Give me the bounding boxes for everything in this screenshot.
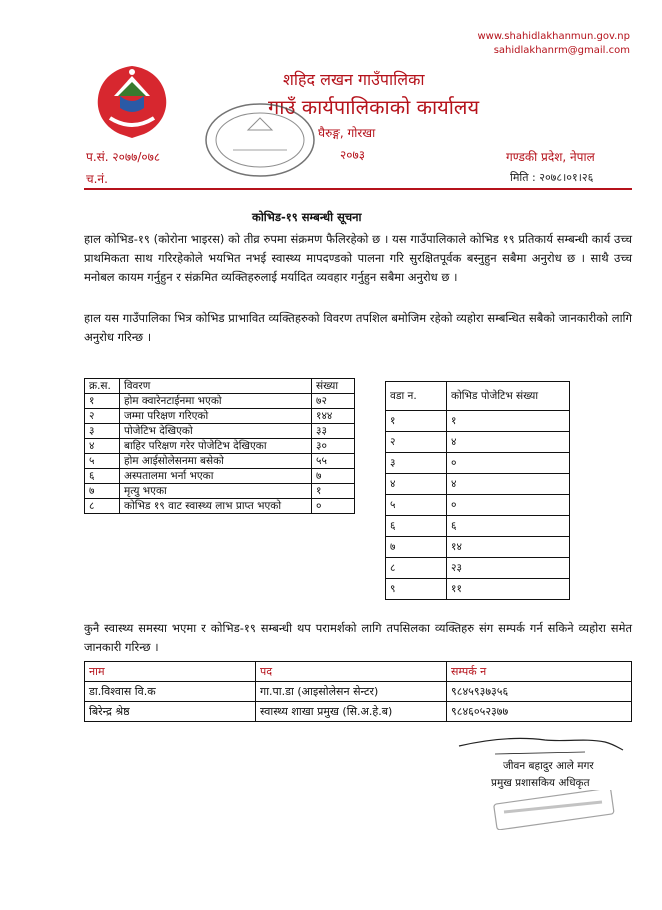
table-cell: ९८४५९३७३५६: [447, 682, 632, 702]
table-cell: १: [85, 394, 120, 409]
table-cell: ६: [386, 516, 447, 537]
table-row: [386, 474, 570, 495]
table-cell: ७: [85, 484, 120, 499]
column-header: क्र.स.: [85, 379, 120, 394]
table-cell: बिरेन्द्र श्रेष्ठ: [85, 702, 256, 722]
table-row: [386, 432, 570, 453]
table-row: [85, 409, 355, 424]
office-stamp-icon: [203, 100, 318, 180]
header-divider: [84, 188, 632, 190]
province-label: गण्डकी प्रदेश, नेपाल: [506, 150, 595, 164]
table-row: [386, 495, 570, 516]
email-link[interactable]: sahidlakhanrm@gmail.com: [493, 45, 630, 56]
table-cell: ४: [386, 474, 447, 495]
table-row: [85, 702, 632, 722]
contact-note: कुनै स्वास्थ्य समस्या भएमा र कोभिड-१९ सम्बन्धी थप परामर्शको लागि तपसिलका व्यक्तिहरु संग सम्पर्क गर्न सकिने व्यहोरा समेत जानकारी गरिन्छ ।: [84, 621, 632, 654]
established-year: २०७३: [340, 148, 365, 162]
table-cell: ११: [447, 579, 570, 600]
table-cell: ९८४६०५२३७७: [447, 702, 632, 722]
column-header: सम्पर्क न: [447, 662, 632, 682]
table-row: [386, 516, 570, 537]
column-header: विवरण: [120, 379, 312, 394]
table-row: [85, 469, 355, 484]
letter-date: मिति : २०७८।०१।२६: [510, 171, 594, 184]
website-link[interactable]: www.shahidlakhanmun.gov.np: [477, 31, 630, 42]
ward-positive-table: [385, 381, 570, 600]
table-cell: ०: [312, 499, 355, 514]
table-cell: मृत्यु भएका: [120, 484, 312, 499]
table-cell: ३: [386, 453, 447, 474]
table-cell: स्वास्थ्य शाखा प्रमुख (सि.अ.हे.ब): [256, 702, 447, 722]
table-cell: पोजेटिभ देखिएको: [120, 424, 312, 439]
signatory-name: जीवन बहादुर आले मगर: [503, 760, 594, 772]
table-cell: १४: [447, 537, 570, 558]
table-cell: अस्पतालमा भर्ना भएका: [120, 469, 312, 484]
table-cell: जम्मा परिक्षण गरिएको: [120, 409, 312, 424]
table-row: [85, 499, 355, 514]
table-row: [386, 579, 570, 600]
table-row: [85, 454, 355, 469]
table-cell: ९: [386, 579, 447, 600]
table-cell: १: [312, 484, 355, 499]
notice-paragraph-2: हाल यस गाउँपालिका भित्र कोभिड प्राभावित व्यक्तिहरुको विवरण तपशिल बमोजिम रहेको व्यहोरा सम्बन्धित सबैको जानकारीको लागि अनुरोध गरिन्छ ।: [84, 311, 632, 344]
column-header: संख्या: [312, 379, 355, 394]
table-cell: ०: [447, 495, 570, 516]
table-cell: होम क्वारेनटाईनमा भएको: [120, 394, 312, 409]
table-cell: ७: [386, 537, 447, 558]
dispatch-number: च.नं.: [86, 172, 108, 186]
table-row: [386, 558, 570, 579]
table-row: [85, 682, 632, 702]
notice-subject: कोभिड-१९ सम्बन्धी सूचना: [252, 210, 362, 224]
table-cell: ८: [85, 499, 120, 514]
table-row: [85, 484, 355, 499]
table-cell: ५५: [312, 454, 355, 469]
reference-number: प.सं. २०७७/०७८: [86, 150, 161, 164]
covid-summary-table: [84, 378, 355, 514]
designation-stamp-icon: [492, 790, 617, 830]
table-cell: ०: [447, 453, 570, 474]
table-row: [85, 394, 355, 409]
table-header-row: [386, 382, 570, 411]
table-row: [386, 537, 570, 558]
table-row: [85, 424, 355, 439]
table-cell: ४: [447, 474, 570, 495]
table-cell: ५: [386, 495, 447, 516]
table-cell: ६: [447, 516, 570, 537]
municipality-name: शहिद लखन गाउँपालिका: [283, 70, 425, 89]
contact-table: [84, 661, 632, 722]
table-cell: २: [386, 432, 447, 453]
office-place: घैरुङ्ग, गोरखा: [318, 126, 376, 140]
table-cell: २: [85, 409, 120, 424]
table-cell: ५: [85, 454, 120, 469]
column-header: नाम: [85, 662, 256, 682]
nepal-emblem-icon: [92, 62, 172, 142]
table-cell: ३: [85, 424, 120, 439]
table-header-row: [85, 379, 355, 394]
table-cell: ६: [85, 469, 120, 484]
table-cell: होम आईसोलेसनमा बसेको: [120, 454, 312, 469]
table-cell: कोभिड १९ वाट स्वास्थ्य लाभ प्राप्त भएको: [120, 499, 312, 514]
signatory-title: प्रमुख प्रशासकिय अधिकृत: [491, 777, 590, 789]
table-cell: गा.पा.डा (आइसोलेसन सेन्टर): [256, 682, 447, 702]
table-cell: १: [386, 411, 447, 432]
table-cell: २३: [447, 558, 570, 579]
column-header: वडा न.: [386, 382, 447, 411]
table-cell: ४: [85, 439, 120, 454]
column-header: पद: [256, 662, 447, 682]
notice-paragraph-1: हाल कोभिड-१९ (कोरोना भाइरस) को तीव्र रुपमा संक्रमण फैलिरहेको छ । यस गाउँपालिकाले कोभिड १९ प्रतिकार्य सम्बन्धी कार्य उच्च प्राथमिकता साथ गरिरहेकोले भयभित नभई स्वास्थ्य मापदण्डको पालना गरि सुरक्षितपूर्वक बस्नुहुन सबैमा अनुरोध छ । साथै उच्च मनोबल कायम गर्नुहुन र संक्रमित व्यक्तिहरुलाई मर्यादित व्यवहार गर्नुहुन सबैमा अनुरोध छ ।: [84, 232, 632, 284]
table-cell: ७: [312, 469, 355, 484]
table-cell: ४: [447, 432, 570, 453]
table-cell: १४४: [312, 409, 355, 424]
table-cell: ३३: [312, 424, 355, 439]
table-row: [386, 411, 570, 432]
table-row: [85, 439, 355, 454]
office-name: गाउँ कार्यपालिकाको कार्यालय: [268, 95, 480, 119]
table-cell: ३०: [312, 439, 355, 454]
table-cell: डा.विश्वास वि.क: [85, 682, 256, 702]
table-cell: बाहिर परिक्षण गरेर पोजेटिभ देखिएका: [120, 439, 312, 454]
table-header-row: [85, 662, 632, 682]
table-cell: ७२: [312, 394, 355, 409]
table-cell: ८: [386, 558, 447, 579]
signature-mark: [455, 732, 625, 762]
column-header: कोभिड पोजेटिभ संख्या: [447, 382, 570, 411]
table-cell: १: [447, 411, 570, 432]
table-row: [386, 453, 570, 474]
